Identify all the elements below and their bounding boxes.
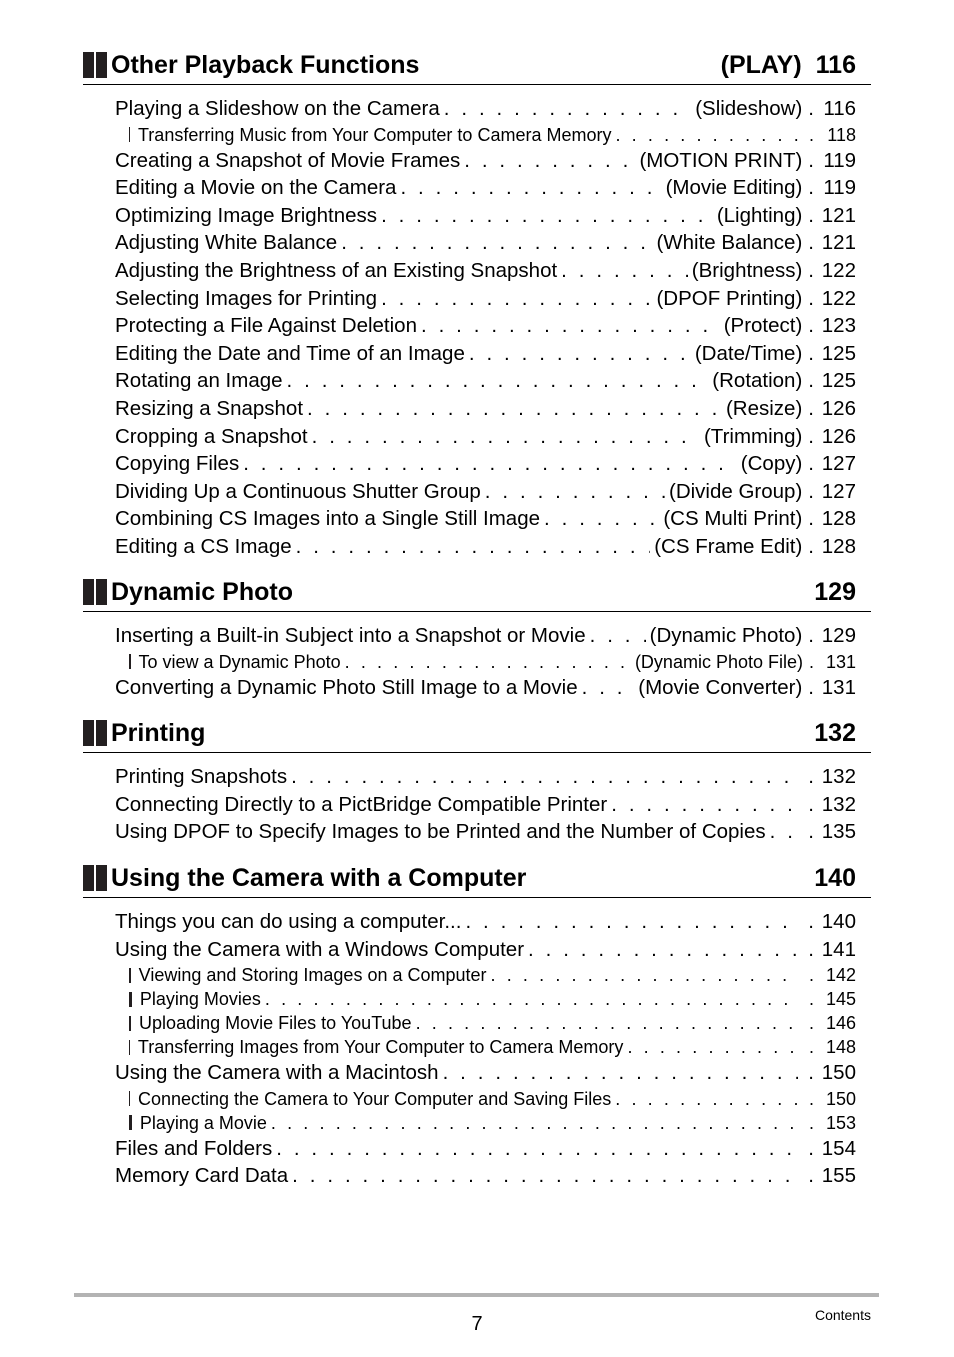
entry-page-number: 126 [821, 396, 856, 420]
toc-entry[interactable] [115, 936, 856, 964]
entry-label: Editing the Date and Time of an Image [115, 341, 465, 365]
section-marker-icon [83, 865, 107, 891]
entry-tag: (Resize) [725, 396, 803, 420]
dot-leader [444, 95, 691, 123]
dot-separator: . [808, 1013, 814, 1034]
toc-entry[interactable] [115, 257, 856, 285]
bullet-icon [129, 1016, 131, 1031]
section-page: 116 [815, 51, 856, 79]
dot-leader [590, 622, 646, 650]
toc-section [83, 863, 871, 1190]
entry-tag: (Date/Time) [694, 341, 803, 365]
entry-label: Connecting Directly to a PictBridge Compatible Printer [115, 792, 608, 816]
toc-entry[interactable] [115, 285, 856, 313]
section-header[interactable] [83, 863, 871, 898]
toc-subentry[interactable] [115, 963, 856, 987]
section-entries [83, 753, 856, 846]
entry-page-number: 153 [825, 1112, 856, 1133]
dot-leader [265, 987, 799, 1011]
entry-page-number: 121 [821, 203, 856, 227]
toc-subentry[interactable] [115, 1087, 856, 1111]
entry-label: Transferring Music from Your Computer to Camera Memory [137, 124, 612, 145]
toc-entry[interactable] [115, 229, 856, 257]
entry-tag: (Divide Group) [669, 479, 803, 503]
entry-label: Creating a Snapshot of Movie Frames [115, 148, 461, 172]
bullet-icon [129, 1040, 130, 1055]
toc-entry[interactable] [115, 312, 856, 340]
entry-tag: (CS Frame Edit) [654, 534, 803, 558]
entry-page-number: 125 [821, 341, 856, 365]
toc-entry[interactable] [115, 674, 856, 702]
dot-leader [271, 1111, 799, 1135]
bullet-icon [129, 968, 131, 983]
section-marker-icon [83, 720, 107, 746]
entry-label: Rotating an Image [115, 369, 283, 393]
dot-leader [528, 936, 798, 964]
dot-leader [544, 505, 659, 533]
entry-label: Playing Movies [139, 989, 261, 1010]
page-number: 7 [471, 1313, 483, 1335]
toc-entry[interactable] [115, 95, 856, 123]
dot-separator: . [808, 314, 814, 338]
section-header[interactable] [83, 50, 871, 85]
dot-separator: . [808, 203, 814, 227]
dot-leader [485, 478, 665, 506]
entry-label: Uploading Movie Files to YouTube [139, 1013, 412, 1034]
dot-leader [381, 285, 652, 313]
dot-separator: . [808, 1136, 814, 1160]
entry-page-number: 129 [821, 624, 856, 647]
section-page: 129 [814, 578, 856, 606]
entry-page-number: 131 [821, 675, 856, 699]
dot-separator: . [808, 534, 814, 558]
bullet-icon [129, 992, 132, 1007]
dot-leader [491, 963, 799, 987]
entry-label: To view a Dynamic Photo [138, 651, 341, 672]
dot-leader [287, 367, 709, 395]
entry-tag: (MOTION PRINT) [639, 148, 803, 172]
entry-label: Converting a Dynamic Photo Still Image to a Movie [115, 675, 578, 699]
dot-separator: . [808, 1164, 814, 1188]
entry-label: Printing Snapshots [115, 765, 288, 788]
dot-separator: . [808, 1088, 814, 1109]
entry-page-number: 119 [823, 148, 856, 172]
entry-label: Playing a Movie [139, 1112, 267, 1133]
dot-leader [561, 257, 688, 285]
toc-entry[interactable] [115, 763, 856, 791]
toc-subentry[interactable] [115, 987, 856, 1011]
entry-page-number: 127 [821, 452, 856, 476]
entry-tag: (Brightness) [691, 258, 803, 282]
entry-tag: (CS Multi Print) [663, 507, 803, 531]
toc-entry[interactable] [115, 908, 856, 936]
entry-label: Combining CS Images into a Single Still Image [115, 507, 541, 531]
entry-page-number: 118 [827, 124, 856, 145]
footer-divider [74, 1293, 879, 1297]
toc-entry[interactable] [115, 1135, 856, 1163]
entry-tag: (Copy) [740, 452, 803, 476]
entry-label: Copying Files [115, 452, 240, 476]
toc-entry[interactable] [115, 1059, 856, 1087]
dot-separator: . [808, 1061, 814, 1085]
toc-section [83, 577, 871, 701]
entry-label: Editing a Movie on the Camera [115, 176, 397, 200]
dot-separator: . [808, 148, 814, 172]
toc-entry[interactable] [115, 174, 856, 202]
section-page: 140 [814, 864, 856, 892]
dot-leader [296, 533, 651, 561]
toc-entry[interactable] [115, 791, 856, 819]
entry-page-number: 150 [821, 1061, 856, 1085]
section-page-number [814, 720, 856, 752]
entry-label: Using the Camera with a Windows Computer [115, 937, 525, 961]
bullet-icon [129, 127, 130, 142]
entry-page-number: 121 [821, 231, 856, 255]
toc-subentry[interactable] [115, 650, 856, 674]
dot-separator: . [808, 424, 814, 448]
section-marker-icon [83, 579, 107, 605]
section-tag: (PLAY) [720, 51, 802, 79]
toc-entry[interactable] [115, 478, 856, 506]
dot-leader [400, 174, 661, 202]
dot-leader [464, 147, 635, 175]
entry-label: Protecting a File Against Deletion [115, 314, 417, 338]
entry-page-number: 145 [825, 989, 856, 1010]
entry-label: Adjusting White Balance [115, 231, 338, 255]
dot-separator: . [808, 341, 814, 365]
entry-page-number: 128 [821, 534, 856, 558]
dot-separator: . [808, 176, 814, 200]
bullet-icon [129, 1091, 130, 1106]
entry-tag: (Protect) [723, 314, 803, 338]
section-header[interactable] [83, 577, 871, 612]
entry-label: Memory Card Data [115, 1164, 289, 1188]
dot-leader [292, 1162, 798, 1190]
dot-separator: . [808, 231, 814, 255]
dot-leader [582, 674, 635, 702]
entry-page-number: 142 [825, 965, 856, 986]
dot-leader [770, 818, 799, 846]
entry-tag: (DPOF Printing) [656, 286, 803, 310]
entry-label: Optimizing Image Brightness [115, 203, 378, 227]
toc-subentry[interactable] [115, 1035, 856, 1059]
toc-entry[interactable] [115, 505, 856, 533]
entry-tag: (Movie Converter) [638, 675, 803, 699]
toc-subentry[interactable] [115, 123, 856, 147]
dot-leader [469, 340, 691, 368]
dot-separator: . [808, 479, 814, 503]
dot-separator: . [808, 396, 814, 420]
dot-separator: . [808, 937, 814, 961]
section-header[interactable] [83, 718, 871, 753]
section-page: 132 [814, 719, 856, 747]
dot-separator: . [808, 792, 814, 816]
entry-tag: (Lighting) [716, 203, 803, 227]
dot-leader [276, 1135, 798, 1163]
dot-leader [243, 450, 737, 478]
toc-entry[interactable] [115, 533, 856, 561]
entry-page-number: 125 [821, 369, 856, 393]
dot-leader [627, 1035, 799, 1059]
entry-page-number: 132 [821, 765, 856, 788]
entry-page-number: 141 [821, 937, 856, 961]
toc-entry[interactable] [115, 1162, 856, 1190]
entry-tag: (Rotation) [712, 369, 803, 393]
entry-label: Using DPOF to Specify Images to be Printed and the Number of Copies [115, 820, 766, 844]
entry-label: Files and Folders [115, 1136, 273, 1160]
entry-tag: (Slideshow) [695, 97, 803, 120]
entry-tag: (Movie Editing) [665, 176, 803, 200]
entry-page-number: 150 [825, 1088, 856, 1109]
dot-leader [421, 312, 720, 340]
toc-entry[interactable] [115, 147, 856, 175]
entry-tag: (Trimming) [703, 424, 803, 448]
dot-separator: . [808, 765, 814, 788]
dot-separator: . [808, 124, 814, 145]
entry-page-number: 123 [821, 314, 856, 338]
section-title: Printing [111, 719, 206, 747]
dot-separator: . [808, 1112, 814, 1133]
dot-separator: . [808, 97, 814, 120]
entry-label: Viewing and Storing Images on a Computer [138, 965, 487, 986]
toc-section [83, 718, 871, 846]
dot-separator: . [808, 369, 814, 393]
dot-leader [615, 123, 799, 147]
dot-leader [345, 650, 631, 674]
section-page-number [814, 865, 856, 897]
entry-page-number: 148 [825, 1037, 856, 1058]
dot-leader [416, 1011, 799, 1035]
entry-page-number: 122 [821, 258, 856, 282]
entry-label: Cropping a Snapshot [115, 424, 308, 448]
toc-section [83, 50, 871, 561]
entry-page-number: 140 [821, 910, 856, 933]
entry-page-number: 154 [821, 1136, 856, 1160]
section-page-number [814, 579, 856, 611]
toc-entry[interactable] [115, 202, 856, 230]
bullet-icon [129, 1115, 132, 1130]
dot-separator: . [808, 675, 814, 699]
entry-page-number: 119 [823, 176, 856, 200]
entry-label: Selecting Images for Printing [115, 286, 378, 310]
toc-entry[interactable] [115, 622, 856, 650]
toc-entry[interactable] [115, 450, 856, 478]
entry-label: Transferring Images from Your Computer to Camera Memory [137, 1037, 624, 1058]
dot-leader [611, 791, 798, 819]
dot-separator: . [808, 989, 814, 1010]
section-entries [83, 85, 856, 561]
entry-page-number: 122 [821, 286, 856, 310]
toc-entry[interactable] [115, 818, 856, 846]
section-title: Dynamic Photo [111, 578, 293, 606]
entry-label: Dividing Up a Continuous Shutter Group [115, 479, 481, 503]
dot-separator: . [808, 910, 814, 933]
entry-tag: (Dynamic Photo File) [634, 651, 803, 672]
entry-label: Adjusting the Brightness of an Existing Snapshot [115, 258, 558, 282]
entry-page-number: 131 [825, 651, 856, 672]
toc-entry[interactable] [115, 340, 856, 368]
dot-separator: . [808, 452, 814, 476]
dot-leader [291, 763, 798, 791]
entry-label: Using the Camera with a Macintosh [115, 1061, 439, 1085]
entry-page-number: 146 [825, 1013, 856, 1034]
section-marker-icon [83, 52, 107, 78]
entry-tag: (White Balance) [656, 231, 803, 255]
section-entries [83, 898, 856, 1190]
section-entries [83, 612, 856, 701]
dot-separator: . [808, 258, 814, 282]
entry-label: Things you can do using a computer... [115, 910, 462, 933]
toc-subentry[interactable] [115, 1011, 856, 1035]
bullet-icon [129, 654, 131, 669]
dot-separator: . [808, 965, 814, 986]
entry-page-number: 127 [821, 479, 856, 503]
section-page-number [721, 52, 856, 84]
dot-separator: . [808, 624, 814, 647]
dot-leader [381, 202, 713, 230]
entry-tag: (Dynamic Photo) [649, 624, 803, 647]
dot-separator: . [808, 820, 814, 844]
dot-leader [443, 1059, 799, 1087]
entry-page-number: 126 [821, 424, 856, 448]
entry-label: Editing a CS Image [115, 534, 292, 558]
entry-label: Resizing a Snapshot [115, 396, 304, 420]
dot-leader [615, 1087, 799, 1111]
toc-entry[interactable] [115, 395, 856, 423]
dot-separator: . [808, 651, 814, 672]
entry-page-number: 135 [821, 820, 856, 844]
toc-entry[interactable] [115, 423, 856, 451]
dot-leader [341, 229, 652, 257]
toc-entry[interactable] [115, 367, 856, 395]
section-title: Using the Camera with a Computer [111, 864, 527, 892]
dot-separator: . [808, 1037, 814, 1058]
dot-separator: . [808, 286, 814, 310]
dot-leader [465, 908, 798, 936]
dot-leader [307, 395, 722, 423]
entry-label: Connecting the Camera to Your Computer and Saving Files [137, 1088, 612, 1109]
contents-link[interactable]: Contents [814, 1307, 871, 1323]
toc-subentry[interactable] [115, 1111, 856, 1135]
dot-leader [312, 423, 700, 451]
section-title: Other Playback Functions [111, 51, 420, 79]
entry-page-number: 128 [821, 507, 856, 531]
entry-label: Inserting a Built-in Subject into a Snapshot or Movie [115, 624, 586, 647]
entry-page-number: 155 [821, 1164, 856, 1188]
entry-page-number: 116 [823, 97, 856, 120]
entry-page-number: 132 [821, 792, 856, 816]
entry-label: Playing a Slideshow on the Camera [115, 97, 440, 120]
dot-separator: . [808, 507, 814, 531]
